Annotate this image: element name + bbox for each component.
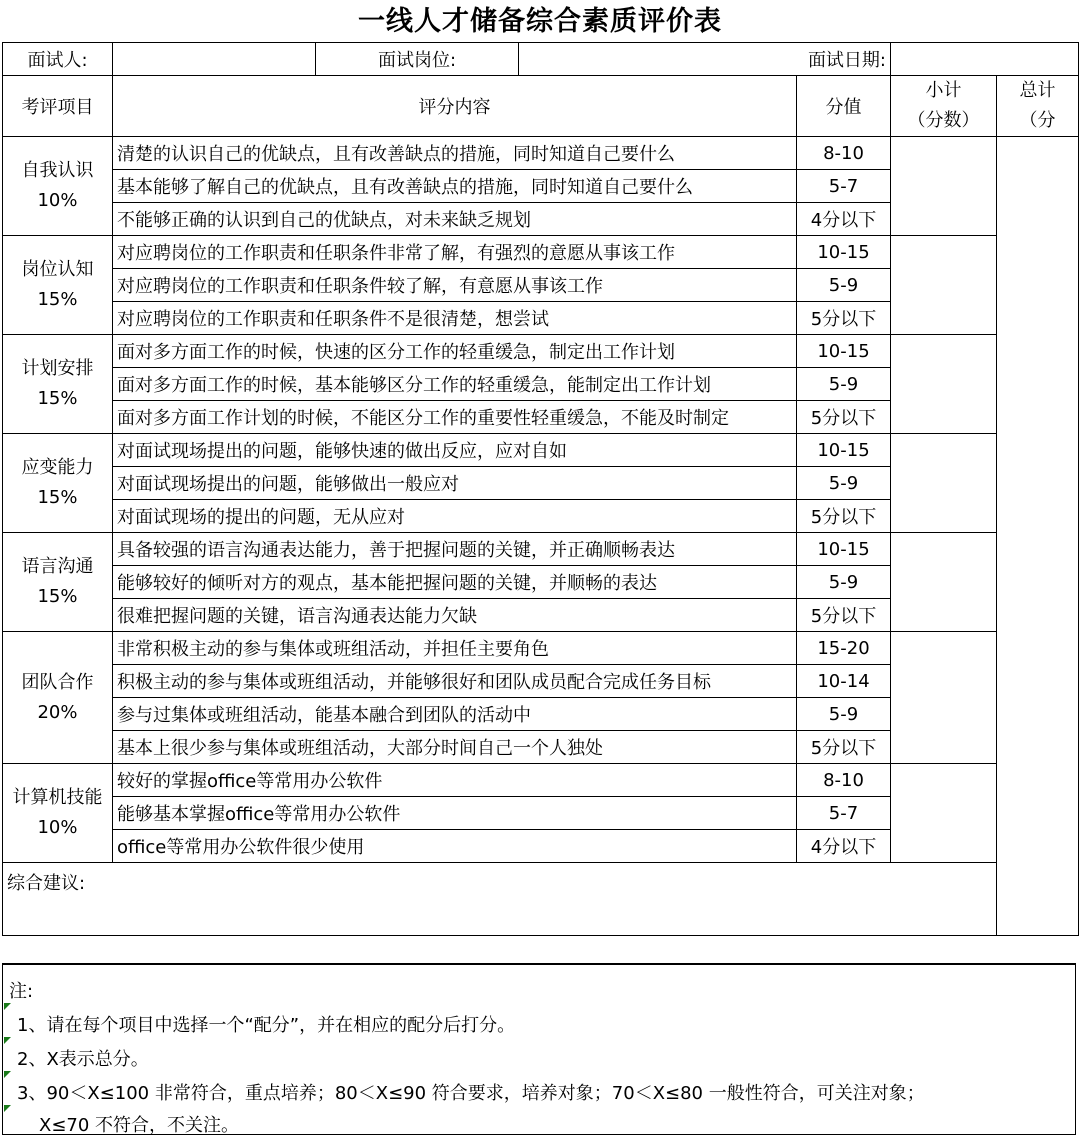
score-range: 5-9: [797, 566, 891, 599]
score-range: 15-20: [797, 632, 891, 665]
criteria-text: 对面试现场的提出的问题，无从应对: [113, 500, 797, 533]
evaluation-table: [2, 42, 1079, 936]
interviewer-field[interactable]: [113, 43, 316, 76]
criteria-text: 清楚的认识自己的优缺点，且有改善缺点的措施，同时知道自己要什么: [113, 137, 797, 170]
criteria-text: 能够较好的倾听对方的观点，基本能把握问题的关键，并顺畅的表达: [113, 566, 797, 599]
subtotal-cell[interactable]: [891, 533, 997, 632]
criteria-text: 对应聘岗位的工作职责和任职条件不是很清楚，想尝试: [113, 302, 797, 335]
category-cell: 岗位认知 15%: [3, 236, 113, 335]
score-range: 5分以下: [797, 302, 891, 335]
score-range: 5分以下: [797, 599, 891, 632]
score-range: 4分以下: [797, 830, 891, 863]
note-line-4: X≤70 不符合，不关注。: [39, 1115, 240, 1136]
criteria-text: 面对多方面工作的时候，基本能够区分工作的轻重缓急，能制定出工作计划: [113, 368, 797, 401]
score-range: 5-9: [797, 269, 891, 302]
criteria-text: 非常积极主动的参与集体或班组活动，并担任主要角色: [113, 632, 797, 665]
criteria-text: 对面试现场提出的问题，能够快速的做出反应，应对自如: [113, 434, 797, 467]
table-row: [3, 137, 1079, 170]
header-content: 评分内容: [113, 76, 797, 137]
table-row: [3, 335, 1079, 368]
criteria-text: 面对多方面工作的时候，快速的区分工作的轻重缓急，制定出工作计划: [113, 335, 797, 368]
category-cell: 计划安排 15%: [3, 335, 113, 434]
date-field[interactable]: [891, 43, 1079, 76]
notes-section: [2, 963, 1076, 1135]
score-range: 5分以下: [797, 401, 891, 434]
score-range: 10-15: [797, 533, 891, 566]
score-range: 5分以下: [797, 500, 891, 533]
criteria-text: 基本能够了解自己的优缺点，且有改善缺点的措施，同时知道自己要什么: [113, 170, 797, 203]
suggestion-label: 综合建议:: [7, 873, 86, 894]
subtotal-cell[interactable]: [891, 236, 997, 335]
score-range: 5分以下: [797, 731, 891, 764]
score-range: 8-10: [797, 764, 891, 797]
info-row: [3, 43, 1079, 76]
position-label: 面试岗位:: [316, 43, 519, 76]
note-line-1: 1、请在每个项目中选择一个“配分”，并在相应的配分后打分。: [17, 1015, 516, 1036]
total-cell[interactable]: [997, 137, 1079, 936]
suggestion-cell[interactable]: [3, 863, 1079, 936]
header-total: 总计 （分: [997, 76, 1079, 137]
comment-marker-icon: [4, 1003, 11, 1010]
table-row: [3, 632, 1079, 665]
subtotal-cell[interactable]: [891, 137, 997, 236]
note-line-2: 2、X表示总分。: [17, 1049, 149, 1070]
category-cell: 自我认识 10%: [3, 137, 113, 236]
table-row: [3, 764, 1079, 797]
comment-marker-icon: [4, 1037, 11, 1044]
criteria-text: 较好的掌握office等常用办公软件: [113, 764, 797, 797]
criteria-text: 对应聘岗位的工作职责和任职条件非常了解，有强烈的意愿从事该工作: [113, 236, 797, 269]
table-row: [3, 533, 1079, 566]
criteria-text: 参与过集体或班组活动，能基本融合到团队的活动中: [113, 698, 797, 731]
form-title: 一线人才储备综合素质评价表: [358, 6, 722, 37]
score-range: 10-14: [797, 665, 891, 698]
subtotal-cell[interactable]: [891, 632, 997, 764]
category-cell: 语言沟通 15%: [3, 533, 113, 632]
score-range: 5-7: [797, 797, 891, 830]
score-range: 5-9: [797, 698, 891, 731]
notes-title: 注:: [9, 981, 34, 1002]
category-cell: 团队合作 20%: [3, 632, 113, 764]
comment-marker-icon: [4, 1071, 11, 1078]
subtotal-cell[interactable]: [891, 434, 997, 533]
category-cell: 应变能力 15%: [3, 434, 113, 533]
subtotal-cell[interactable]: [891, 335, 997, 434]
interviewer-label: 面试人:: [3, 43, 113, 76]
score-range: 5-7: [797, 170, 891, 203]
criteria-text: 能够基本掌握office等常用办公软件: [113, 797, 797, 830]
score-range: 4分以下: [797, 203, 891, 236]
criteria-text: office等常用办公软件很少使用: [113, 830, 797, 863]
category-cell: 计算机技能 10%: [3, 764, 113, 863]
criteria-text: 基本上很少参与集体或班组活动，大部分时间自己一个人独处: [113, 731, 797, 764]
score-range: 10-15: [797, 335, 891, 368]
criteria-text: 不能够正确的认识到自己的优缺点，对未来缺乏规划: [113, 203, 797, 236]
table-row: [3, 236, 1079, 269]
header-subtotal: 小计 （分数）: [891, 76, 997, 137]
criteria-text: 对面试现场提出的问题，能够做出一般应对: [113, 467, 797, 500]
header-score: 分值: [797, 76, 891, 137]
subtotal-cell[interactable]: [891, 764, 997, 863]
note-line-3: 3、90＜X≤100 非常符合，重点培养；80＜X≤90 符合要求，培养对象；70＜X≤80 一般性符合，可关注对象；: [17, 1083, 925, 1104]
criteria-text: 积极主动的参与集体或班组活动，并能够很好和团队成员配合完成任务目标: [113, 665, 797, 698]
score-range: 10-15: [797, 434, 891, 467]
criteria-text: 具备较强的语言沟通表达能力，善于把握问题的关键，并正确顺畅表达: [113, 533, 797, 566]
score-range: 10-15: [797, 236, 891, 269]
suggestion-row: [3, 863, 1079, 936]
date-label: 面试日期:: [519, 43, 891, 76]
score-range: 5-9: [797, 467, 891, 500]
table-row: [3, 434, 1079, 467]
score-range: 5-9: [797, 368, 891, 401]
header-row: [3, 76, 1079, 137]
score-range: 8-10: [797, 137, 891, 170]
comment-marker-icon: [4, 1105, 11, 1112]
criteria-text: 面对多方面工作计划的时候，不能区分工作的重要性轻重缓急，不能及时制定: [113, 401, 797, 434]
criteria-text: 对应聘岗位的工作职责和任职条件较了解，有意愿从事该工作: [113, 269, 797, 302]
header-item: 考评项目: [3, 76, 113, 137]
criteria-text: 很难把握问题的关键，语言沟通表达能力欠缺: [113, 599, 797, 632]
